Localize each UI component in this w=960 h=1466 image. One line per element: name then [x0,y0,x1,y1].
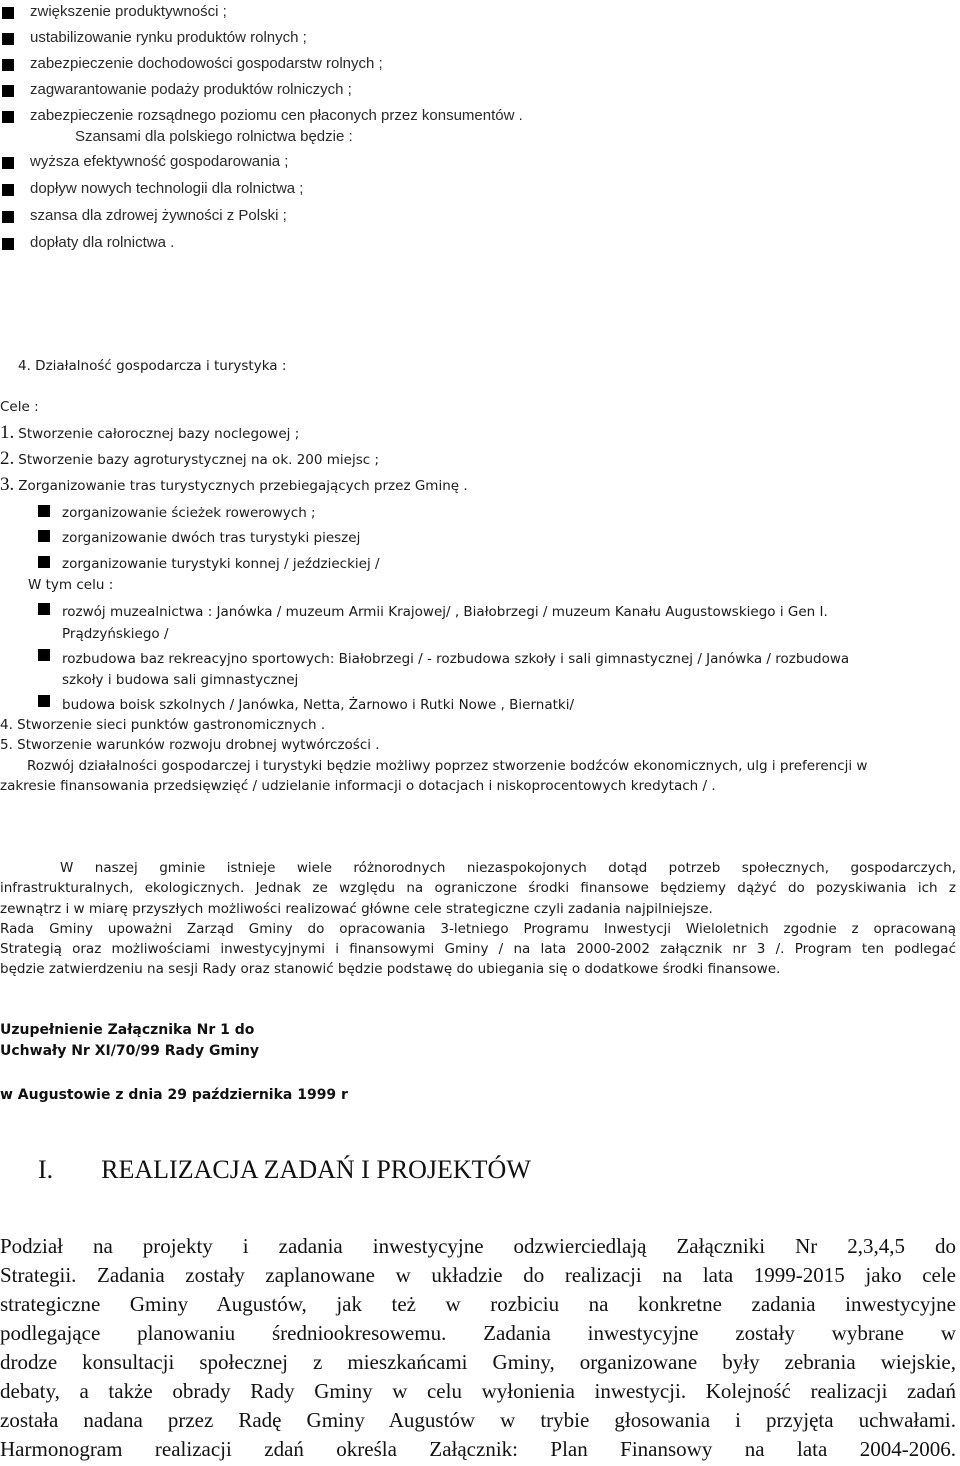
bullet-square-icon [2,111,14,123]
bullet-square-icon [2,7,14,19]
list-item: dopływ nowych technologii dla rolnictwa ; [30,180,304,197]
cele-text: Stworzenie bazy agroturystycznej na ok. 200 miejsc ; [18,452,380,468]
item-5: 5. Stworzenie warunków rozwoju drobnej wytwórczości . [0,737,380,753]
bullet-square-icon [38,649,50,661]
date-line: w Augustowie z dnia 29 października 1999 r [0,1087,348,1103]
cele-text: Stworzenie całorocznej bazy noclegowej ; [18,426,300,442]
list-item: zorganizowanie ścieżek rowerowych ; [62,505,316,521]
cele-number: 2. [0,448,15,469]
paragraph-line: Strategii. Zadania zostały zaplanowane w układzie do realizacji na lata 1999-2015 jako cele [0,1263,956,1287]
uzupelnienie-line: Uzupełnienie Załącznika Nr 1 do [0,1022,255,1038]
paragraph-line: Strategią oraz możliwościami inwestycyjnymi i finansowymi Gminy / na lata 2000-2002 załącznik nr 3 /. Program ten podlegać [0,941,956,957]
bullet-square-icon [2,238,14,250]
paragraph-line: debaty, a także obrady Rady Gminy w celu wyłonienia inwestycji. Kolejność realizacji zadań [0,1379,956,1403]
bullet-square-icon [2,184,14,196]
bullet-square-icon [2,59,14,71]
cele-item-1 [0,422,299,444]
paragraph-line: podlegające planowaniu średniookresowemu. Zadania inwestycyjne zostały wybrane w [0,1321,956,1345]
bullet-square-icon [38,505,50,517]
paragraph-line: będzie zatwierdzeniu na sesji Rady oraz stanowić będzie podstawę do ubiegania się o dodatkowe środki finansowe. [0,961,781,977]
list-item: rozbudowa baz rekreacyjno sportowych: Białobrzegi / - rozbudowa szkoły i sali gimnastycznej / Janówka / rozbudowa [62,651,850,667]
list-item: rozwój muzealnictwa : Janówka / muzeum Armii Krajowej/ , Białobrzegi / muzeum Kanału Augustowskiego i Gen I. [62,604,828,620]
paragraph-line: Podział na projekty i zadania inwestycyjne odzwierciedlają Załączniki Nr 2,3,4,5 do [0,1234,956,1258]
paragraph-line: W naszej gminie istnieje wiele różnorodnych niezaspokojonych dotąd potrzeb społecznych, gospodarczych, [60,860,956,876]
paragraph-line: strategiczne Gminy Augustów, jak też w rozbiciu na konkretne zadania inwestycyjne [0,1292,956,1316]
list-item: zwiększenie produktywności ; [30,3,227,20]
cele-label: Cele : [0,399,39,415]
bullet-square-icon [2,211,14,223]
szanse-heading: Szansami dla polskiego rolnictwa będzie : [75,128,353,145]
item-4: 4. Stworzenie sieci punktów gastronomicznych . [0,717,326,733]
bullet-square-icon [2,85,14,97]
paragraph-line: Rada Gminy upoważni Zarząd Gminy do opracowania 3-letniego Programu Inwestycji Wieloletnich zgodnie z opracowaną [0,921,956,937]
list-item: zabezpieczenie rozsądnego poziomu cen płaconych przez konsumentów . [30,107,523,124]
paragraph-line: Harmonogram realizacji zdań określa Załącznik: Plan Finansowy na lata 2004-2006. [0,1437,956,1461]
cele-text: Zorganizowanie tras turystycznych przebiegających przez Gminę . [18,478,468,494]
list-item: dopłaty dla rolnictwa . [30,234,175,251]
paragraph-line: drodze konsultacji społecznej z mieszkańcami Gminy, organizowane były zebrania wiejskie, [0,1350,956,1374]
cele-number: 1. [0,422,15,443]
list-item: wyższa efektywność gospodarowania ; [30,153,289,170]
section-4-title: 4. Działalność gospodarcza i turystyka : [18,358,287,374]
bullet-square-icon [2,33,14,45]
cele-item-3 [0,474,468,496]
list-item-continuation: Prądzyńskiego / [62,626,169,642]
section-I-title: REALIZACJA ZADAŃ I PROJEKTÓW [101,1155,531,1184]
paragraph-line: zewnątrz i w miarę przyszłych możliwości realizować główne cele strategiczne czyli zadania najpilniejsze. [0,901,713,917]
uchwala-line: Uchwały Nr XI/70/99 Rady Gminy [0,1043,259,1059]
w-tym-celu-label: W tym celu : [28,577,114,593]
bullet-square-icon [2,157,14,169]
list-item: zabezpieczenie dochodowości gospodarstw rolnych ; [30,55,383,72]
list-item: budowa boisk szkolnych / Janówka, Netta, Żarnowo i Rutki Nowe , Biernatki/ [62,697,575,713]
bullet-square-icon [38,695,50,707]
list-item: szansa dla zdrowej żywności z Polski ; [30,207,287,224]
section-I-heading [38,1155,531,1185]
list-item-continuation: szkoły i budowa sali gimnastycznej [62,672,299,688]
list-item: zagwarantowanie podaży produktów rolniczych ; [30,81,352,98]
section-I-number: I. [38,1155,54,1184]
cele-number: 3. [0,474,15,495]
list-item: zorganizowanie turystyki konnej / jeździeckiej / [62,556,380,572]
paragraph-line: została nadana przez Radę Gminy Augustów w trybie głosowania i przyjęta uchwałami. [0,1408,956,1432]
paragraph-line: infrastrukturalnych, ekologicznych. Jednak ze względu na ograniczone środki finansowe będziemy dążyć do pozyskiwania ich z [0,880,956,896]
list-item: ustabilizowanie rynku produktów rolnych ; [30,29,307,46]
paragraph-line: Rozwój działalności gospodarczej i turystyki będzie możliwy poprzez stworzenie bodźców ekonomicznych, ulg i preferencji w [27,758,868,774]
bullet-square-icon [38,556,50,568]
paragraph-line: zakresie finansowania przedsięwzięć / udzielanie informacji o dotacjach i niskoprocentowych kredytach / . [0,778,716,794]
bullet-square-icon [38,603,50,615]
list-item: zorganizowanie dwóch tras turystyki pieszej [62,530,361,546]
cele-item-2 [0,448,379,470]
bullet-square-icon [38,530,50,542]
